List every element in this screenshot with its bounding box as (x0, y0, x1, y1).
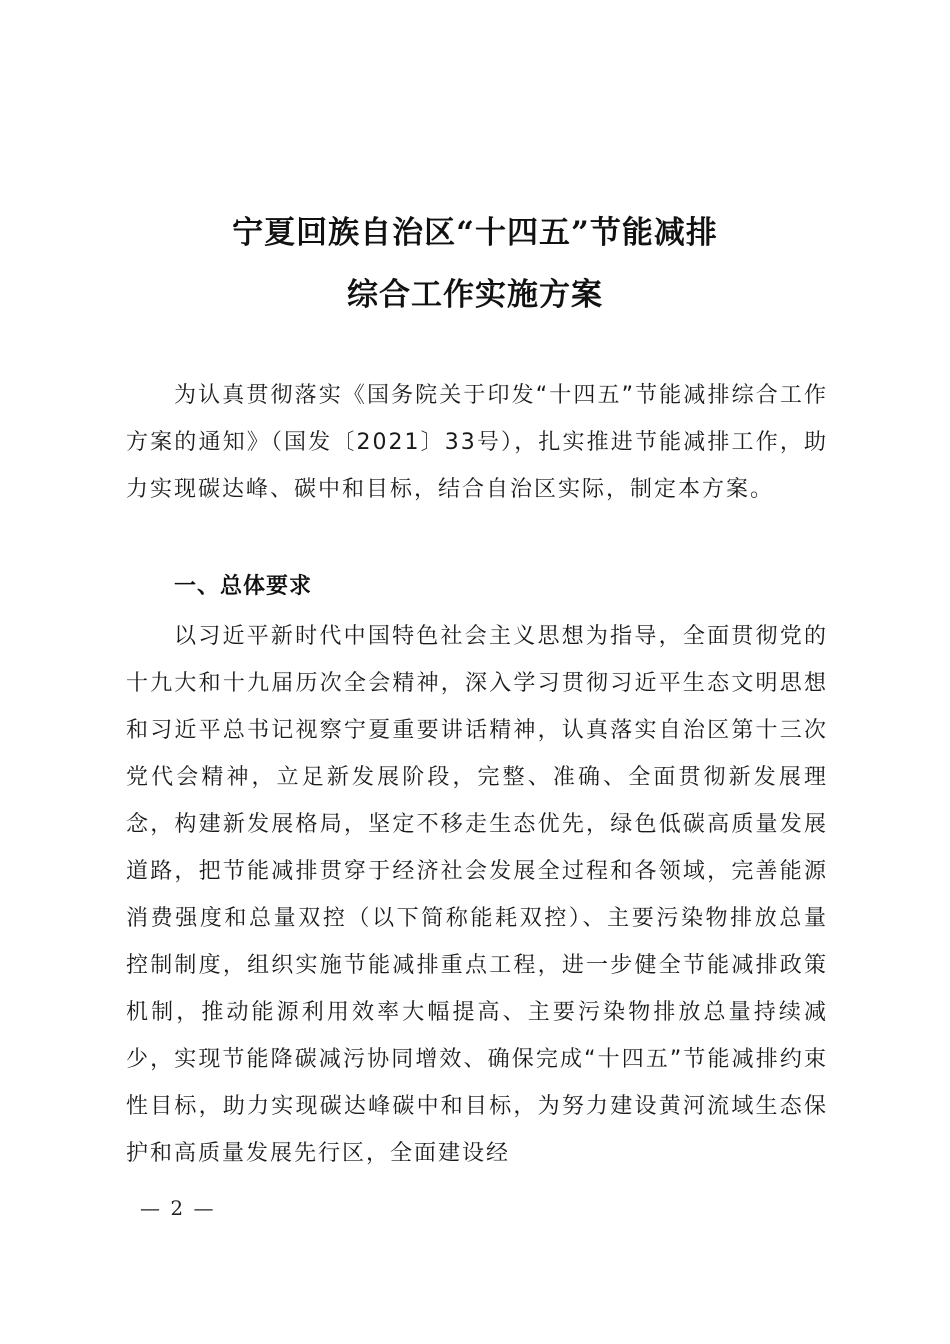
section-heading: 一、总体要求 (174, 574, 313, 599)
section-paragraph: 以习近平新时代中国特色社会主义思想为指导，全面贯彻党的十九大和十九届历次全会精神，深入学习贯彻习近平生态文明思想和习近平总书记视察宁夏重要讲话精神，认真落实自治区第十三次党代会精神，立足新发展阶段，完整、准确、全面贯彻新发展理念，构建新发展格局，坚定不移走生态优先，绿色低碳高质量发展道路，把节能减排贯穿于经济社会发展全过程和各领域，完善能源消费强度和总量双控（以下简称能耗双控）、主要污染物排放总量控制制度，组织实施节能减排重点工程，进一步健全节能减排政策机制，推动能源利用效率大幅提高、主要污染物排放总量持续减少，实现节能降碳减污协同增效、确保完成“十四五”节能减排约束性目标，助力实现碳达峰碳中和目标，为努力建设黄河流域生态保护和高质量发展先行区，全面建设经 (126, 624, 828, 1166)
intro-paragraph: 为认真贯彻落实《国务院关于印发“十四五”节能减排综合工作方案的通知》（国发〔2021〕33号），扎实推进节能减排工作，助力实现碳达峰、碳中和目标，结合自治区实际，制定本方案。 (126, 383, 828, 502)
intro-section (126, 372, 828, 513)
general-requirements-section (126, 613, 828, 1177)
page-number: — 2 — (140, 1196, 216, 1220)
document-title-line-2: 综合工作实施方案 (347, 277, 603, 313)
document-title-line-1: 宁夏回族自治区“十四五”节能减排 (232, 215, 718, 251)
